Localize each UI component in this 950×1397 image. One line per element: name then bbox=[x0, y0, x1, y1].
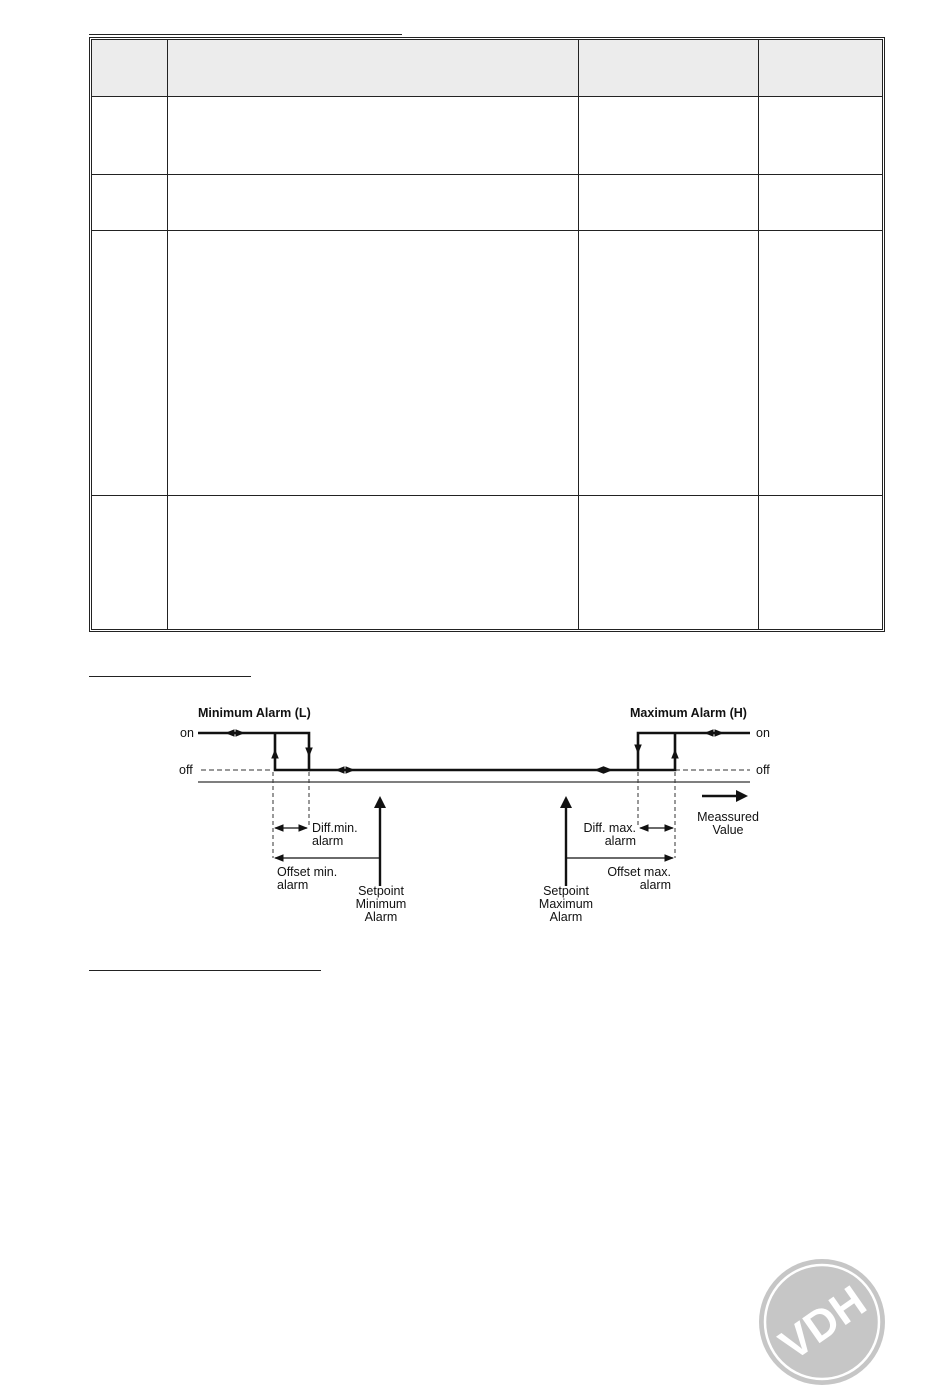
offset-min-label-2: alarm bbox=[277, 878, 309, 892]
table-header-row bbox=[92, 40, 882, 96]
setpoint-max-label-3: Alarm bbox=[549, 910, 583, 924]
off-label-right: off bbox=[756, 763, 770, 777]
alarm-diagram-svg bbox=[160, 690, 800, 940]
off-label-left: off bbox=[179, 763, 193, 777]
column-divider bbox=[578, 40, 579, 629]
row-divider bbox=[92, 96, 882, 97]
column-divider bbox=[167, 40, 168, 629]
table-grid bbox=[92, 40, 882, 629]
section-rule-2 bbox=[89, 676, 251, 677]
measured-value-label-2: Value bbox=[712, 823, 744, 837]
max-alarm-path bbox=[638, 733, 750, 770]
min-alarm-path bbox=[198, 733, 309, 770]
section-rule-1 bbox=[89, 34, 402, 35]
on-label-left: on bbox=[180, 726, 194, 740]
row-divider bbox=[92, 495, 882, 496]
diff-max-label-2: alarm bbox=[604, 834, 636, 848]
offset-min-label: Offset min. bbox=[277, 865, 338, 879]
vdh-logo bbox=[756, 1256, 888, 1388]
logo-text: VDH bbox=[770, 1276, 875, 1370]
row-divider bbox=[92, 174, 882, 175]
setpoint-max-label: Setpoint bbox=[543, 884, 589, 898]
diff-min-label-2: alarm bbox=[312, 834, 344, 848]
max-alarm-title: Maximum Alarm (H) bbox=[630, 706, 747, 720]
section-rule-3 bbox=[89, 970, 321, 971]
diff-max-label: Diff. max. bbox=[583, 821, 636, 835]
max-alarm-path-return bbox=[638, 733, 675, 770]
min-alarm-title: Minimum Alarm (L) bbox=[198, 706, 311, 720]
offset-max-label: Offset max. bbox=[607, 865, 671, 879]
diff-min-label: Diff.min. bbox=[312, 821, 358, 835]
column-divider bbox=[758, 40, 759, 629]
measured-value-label: Meassured bbox=[697, 810, 759, 824]
offset-max-label-2: alarm bbox=[639, 878, 671, 892]
alarm-diagram bbox=[160, 690, 800, 940]
on-label-right: on bbox=[756, 726, 770, 740]
setpoint-min-label-2: Minimum bbox=[355, 897, 407, 911]
parameter-table bbox=[89, 37, 885, 632]
setpoint-min-label: Setpoint bbox=[358, 884, 404, 898]
row-divider bbox=[92, 230, 882, 231]
vdh-logo-svg bbox=[756, 1256, 888, 1388]
setpoint-max-label-2: Maximum bbox=[538, 897, 594, 911]
setpoint-min-label-3: Alarm bbox=[364, 910, 398, 924]
